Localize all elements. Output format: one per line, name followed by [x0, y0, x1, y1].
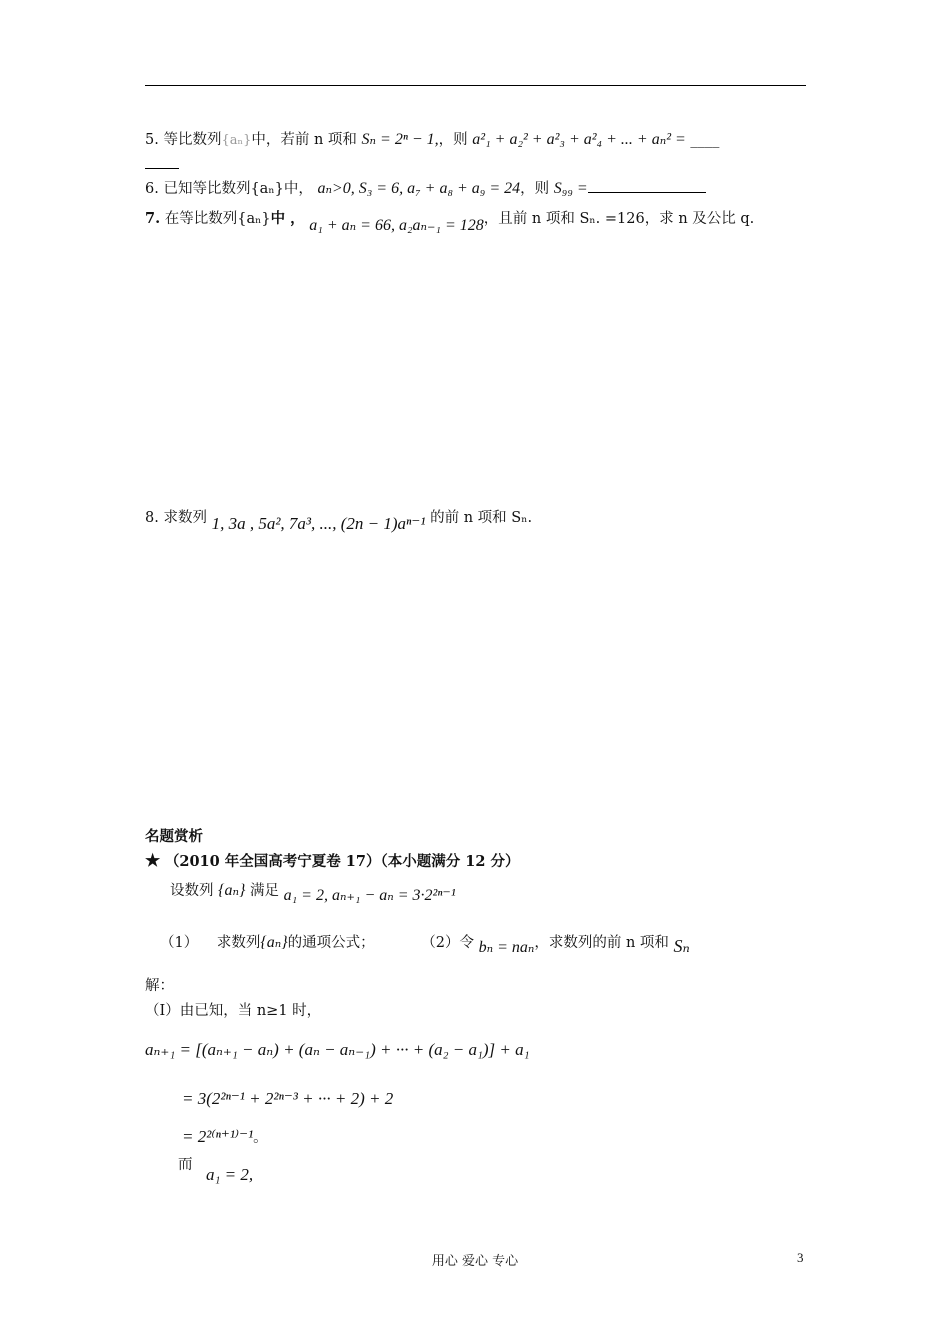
problem-7-text1: 在等比数列: [164, 211, 238, 227]
problem-5-seq: {aₙ}: [221, 133, 252, 148]
problem-6-formula1: aₙ>0, S₃ = 6, a₇ + a₈ + a₉ = 24: [317, 180, 521, 197]
famous-source-line: [145, 851, 520, 872]
answer-blank[interactable]: [588, 178, 706, 193]
problem-7-text2: 中 ，: [270, 210, 305, 227]
problem-7-seq: {aₙ}: [237, 211, 271, 227]
famous-source: （2010 年全国高考宁夏卷 17）（本小题满分 12 分）: [164, 853, 520, 870]
problem-5-text1: 等比数列: [163, 132, 222, 148]
problem-5-text3: ，则: [438, 132, 468, 148]
problem-5-text2: 中，若前 n 项和: [251, 132, 357, 148]
q1-text2: 的通项公式；: [287, 935, 375, 951]
solution-eq4-label: 而: [178, 1157, 193, 1173]
problem-5-blank-continued: [145, 154, 179, 175]
problem-6-formula2: S₉₉ =: [553, 180, 588, 197]
given-formula: a₁ = 2, aₙ₊₁ − aₙ = 3·2²ⁿ⁻¹: [283, 887, 456, 904]
problem-8-text1: 求数列: [163, 510, 207, 526]
problem-7-text3: ，且前 n 项和 Sₙ. =126，求 n 及公比 q.: [483, 211, 755, 227]
given-text2: 满足: [250, 883, 279, 899]
famous-questions: [160, 931, 690, 956]
problem-6-text3: ，则: [520, 181, 550, 197]
q1-seq: {aₙ}: [260, 934, 288, 951]
problem-7-formula: a₁ + aₙ = 66, a₂aₙ₋₁ = 128: [309, 217, 484, 234]
solution-step1: （Ⅰ）由已知，当 n≥1 时，: [145, 1003, 322, 1019]
header-rule: [145, 85, 806, 86]
problem-8-text2: 的前 n 项和 Sₙ.: [430, 510, 533, 526]
answer-blank[interactable]: [145, 154, 179, 169]
page-footer: 用心 爱心 专心: [431, 1254, 519, 1269]
q2-sn: Sₙ: [673, 936, 690, 956]
q1-label: （1）: [160, 935, 199, 951]
problem-6: [145, 178, 706, 199]
problem-7: [145, 209, 755, 234]
problem-5-blank: ____: [690, 132, 720, 148]
problem-5: [145, 130, 719, 151]
solution-eq3-line: [182, 1127, 268, 1148]
solution-eq3-end: 。: [253, 1130, 268, 1146]
problem-8: [145, 507, 533, 533]
solution-eq3: = 2²⁽ⁿ⁺¹⁾⁻¹: [182, 1127, 254, 1146]
given-seq: {aₙ}: [218, 882, 246, 899]
problem-8-label: 8.: [145, 510, 159, 526]
problem-5-formula1: Sₙ = 2ⁿ − 1,: [361, 131, 439, 148]
solution-eq1: aₙ₊₁ = [(aₙ₊₁ − aₙ) + (aₙ − aₙ₋₁) + ··· + (a₂ − a₁)] + a₁: [145, 1040, 530, 1059]
problem-5-formula2: a²₁ + a₂² + a²₃ + a²₄ + ... + aₙ² =: [472, 131, 686, 148]
q2-formula: bₙ = naₙ: [478, 939, 535, 956]
given-text: 设数列: [170, 883, 214, 899]
problem-5-label: 5.: [145, 132, 159, 148]
section-heading: 名题赏析: [145, 829, 203, 845]
solution-eq2: = 3(2²ⁿ⁻¹ + 2²ⁿ⁻³ + ··· + 2) + 2: [182, 1089, 394, 1108]
star-icon: ★: [145, 851, 161, 871]
problem-7-label: 7.: [145, 210, 161, 227]
problem-6-text1: 已知等比数列: [163, 181, 251, 197]
problem-6-seq: {aₙ}: [250, 181, 284, 197]
q2-text: ，求数列的前 n 项和: [534, 935, 669, 951]
solution-title: 解：: [145, 978, 174, 994]
q2-label: （2）令: [421, 935, 474, 951]
problem-8-formula: 1, 3a , 5a², 7a³, ..., (2n − 1)aⁿ⁻¹: [211, 514, 426, 533]
solution-eq4: a₁ = 2,: [206, 1165, 254, 1184]
problem-6-label: 6.: [145, 181, 159, 197]
problem-6-text2: 中，: [283, 181, 313, 197]
q1-text: 求数列: [216, 935, 261, 951]
page-number: 3: [797, 1250, 804, 1265]
famous-given: [170, 881, 456, 904]
